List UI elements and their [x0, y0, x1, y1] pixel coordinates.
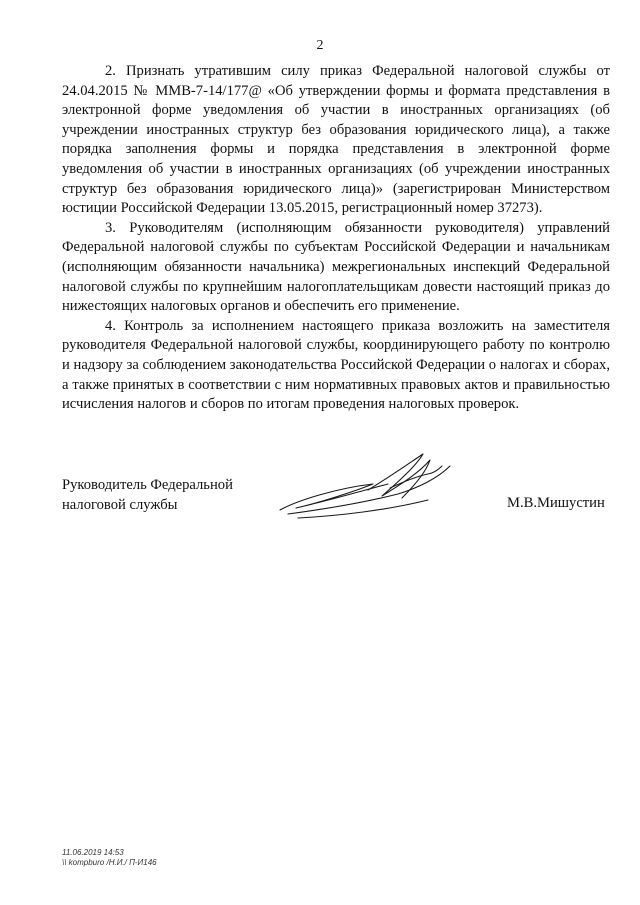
signatory-title-line2: налоговой службы [62, 497, 178, 513]
page-number: 2 [316, 38, 324, 53]
document-footer [62, 848, 157, 868]
footer-timestamp: 11.06.2019 14:53 [62, 848, 124, 857]
paragraph-4: 4. Контроль за исполнением настоящего приказа возложить на заместителя руководителя Федеральной налоговой службы, координирующего работу по контролю и надзору за соблюдением законодательства Российской Федерации о налогах и сборах, а также принятых в соответствии с ним нормативных правовых актов и правильностью исчисления налогов и сборов по итогам проведения налоговых проверок. [62, 317, 610, 413]
signatory-title [62, 475, 233, 515]
document-body [62, 62, 610, 415]
paragraph-2: 2. Признать утратившим силу приказ Федеральной налоговой службы от 24.04.2015 № ММВ-7-14/177@ «Об утверждении формы и формата представления в электронной форме уведомления об участии в иностранных организациях (об учреждении иностранных структур без образования юридического лица), а также порядка заполнения формы и порядка представления в электронной форме уведомления об участии в иностранных организациях (об учреждении иностранных структур без образования юридического лица)» (зарегистрирован Министерством юстиции Российской Федерации 13.05.2015, регистрационный номер 37273). [62, 63, 610, 217]
signatory-name: М.В.Мишустин [507, 495, 605, 511]
signatory-title-line1: Руководитель Федеральной [62, 477, 233, 493]
footer-file-ref: \\ kompburo /Н.И./ П-И146 [62, 858, 157, 867]
paragraph-3: 3. Руководителям (исполняющим обязанности руководителя) управлений Федеральной налоговой службы по субъектам Российской Федерации и начальникам (исполняющим обязанности начальника) межрегиональных инспекций Федеральной налоговой службы по крупнейшим налогоплательщикам довести настоящий приказ до нижестоящих налоговых органов и обеспечить его применение. [62, 219, 610, 315]
handwritten-signature [278, 448, 458, 523]
